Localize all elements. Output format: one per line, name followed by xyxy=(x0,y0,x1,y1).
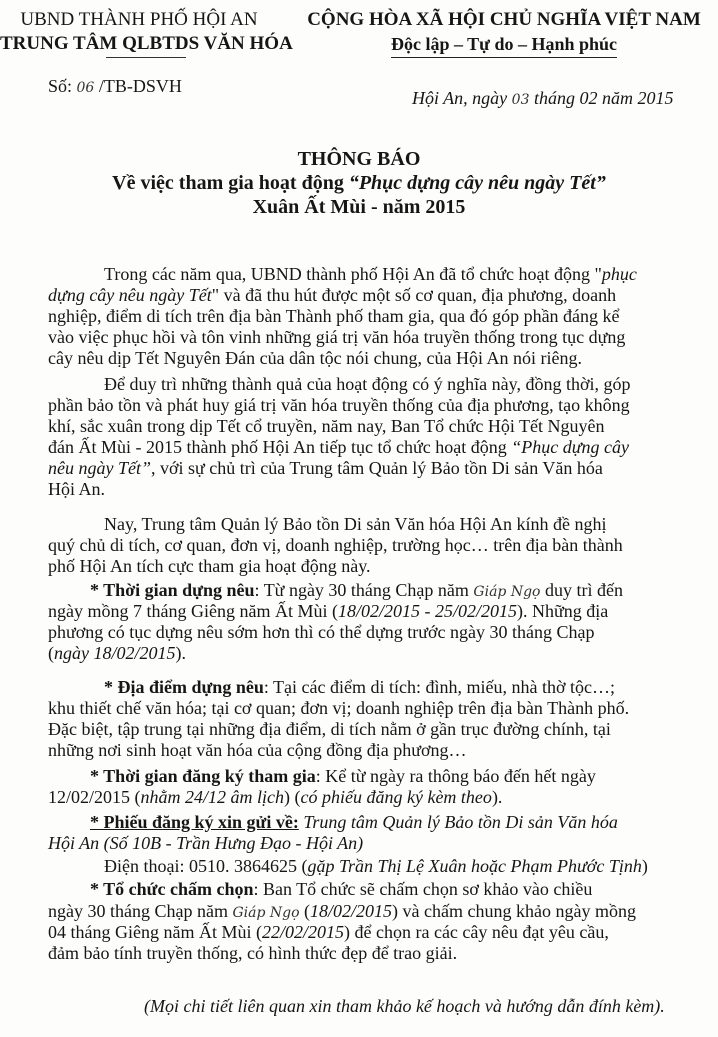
register-line1: * Thời gian đăng ký tham gia: Kể từ ngày ra thông báo đến hết ngày xyxy=(90,766,596,786)
p3-line2: quý chủ di tích, cơ quan, đơn vị, doanh nghiệp, trường học… trên địa bàn thành xyxy=(48,535,623,555)
title-subject xyxy=(0,171,718,195)
p3-line3: phố Hội An tích cực tham gia hoạt động này. xyxy=(48,556,371,576)
date-line xyxy=(412,88,674,109)
p2-line4: đán Ất Mùi - 2015 thành phố Hội An tiếp tục tổ chức hoạt động “Phục dựng cây xyxy=(48,437,629,457)
issuing-organization xyxy=(0,8,293,56)
judge-line1: * Tổ chức chấm chọn: Ban Tổ chức sẽ chấm chọn sơ khảo vào chiều xyxy=(90,879,593,899)
title-subject-line2: Xuân Ất Mùi - năm 2015 xyxy=(252,196,466,218)
national-motto: Độc lập – Tự do – Hạnh phúc xyxy=(391,32,617,58)
register-line2: 12/02/2015 (nhằm 24/12 âm lịch) (có phiếu đăng ký kèm theo). xyxy=(48,787,503,807)
p2-line6: Hội An. xyxy=(48,479,106,499)
org-underline xyxy=(106,57,186,58)
place-line3: Đặc biệt, tập trung tại những địa điểm, di tích nằm ở gần trục đường chính, tại xyxy=(48,719,611,739)
number-suffix: /TB-DSVH xyxy=(98,76,182,96)
judge-line3: 04 tháng Giêng năm Ất Mùi (22/02/2015) để chọn ra các cây nêu đạt yêu cầu, xyxy=(48,922,609,942)
subject-quote: “Phục dựng cây nêu ngày Tết” xyxy=(348,172,606,194)
time-line3: phương có tục dựng nêu sớm hơn thì có thể dựng trước ngày 30 tháng Chạp xyxy=(48,622,595,642)
title-heading: THÔNG BÁO xyxy=(297,148,421,170)
number-prefix: Số: xyxy=(48,76,73,96)
handwritten-number: 06 xyxy=(76,80,95,96)
document-number xyxy=(48,76,182,97)
p3-line1: Nay, Trung tâm Quản lý Bảo tồn Di sản Văn hóa Hội An kính đề nghị xyxy=(104,514,607,534)
nation-name: CỘNG HÒA XÃ HỘI CHỦ NGHĨA VIỆT NAM xyxy=(307,9,701,30)
p1-line1: Trong các năm qua, UBND thành phố Hội An đã tổ chức hoạt động "phục xyxy=(104,264,637,284)
org-line-2: TRUNG TÂM QLBTDS VĂN HÓA xyxy=(0,33,293,54)
handwritten-day: 03 xyxy=(511,92,530,108)
place-line1: * Địa điểm dựng nêu: Tại các điểm di tích: đình, miếu, nhà thờ tộc…; xyxy=(104,677,615,697)
p2-line2: phần bảo tồn và phát huy giá trị văn hóa truyền thống của địa phương, tạo không xyxy=(48,395,630,415)
judge-line4: đảm bảo tính truyền thống, có hình thức đẹp để trao giải. xyxy=(48,943,458,963)
time-line4: (ngày 18/02/2015). xyxy=(48,643,186,663)
subject-prefix: Về việc tham gia hoạt động xyxy=(112,172,344,194)
p1-line5: cây nêu dịp Tết Nguyên Đán của dân tộc nói chung, của Hội An nói riêng. xyxy=(48,348,583,368)
place-line4: những nơi sinh hoạt văn hóa của cộng đồng địa phương… xyxy=(48,740,467,760)
time-line1: * Thời gian dựng nêu: Từ ngày 30 tháng Chạp năm Giáp Ngọ duy trì đến xyxy=(90,580,623,600)
org-line-1: UBND THÀNH PHỐ HỘI AN xyxy=(20,9,258,30)
date-prefix: Hội An, ngày xyxy=(412,88,508,108)
p2-line1: Để duy trì những thành quả của hoạt động có ý nghĩa này, đồng thời, góp xyxy=(104,374,631,394)
national-header xyxy=(290,8,718,58)
time-line2: ngày mồng 7 tháng Giêng năm Ất Mùi (18/02/2015 - 25/02/2015). Những địa xyxy=(48,601,609,621)
form-line2: Hội An (Số 10B - Trần Hưng Đạo - Hội An) xyxy=(48,833,364,853)
judge-line2: ngày 30 tháng Chạp năm Giáp Ngọ (18/02/2015) và chấm chung khảo ngày mồng xyxy=(48,901,636,921)
form-phone: Điện thoại: 0510. 3864625 (gặp Trần Thị Lệ Xuân hoặc Phạm Phước Tịnh) xyxy=(104,856,648,876)
date-suffix: tháng 02 năm 2015 xyxy=(534,88,674,108)
document-title xyxy=(0,147,718,219)
p2-line3: khí, sắc xuân trong dịp Tết cổ truyền, năm nay, Ban Tổ chức Hội Tết Nguyên xyxy=(48,416,605,436)
p1-line3: nghiệp, điểm di tích trên địa bàn Thành phố tham gia, qua đó góp phần đáng kể xyxy=(48,306,620,326)
closing-note: (Mọi chi tiết liên quan xin tham khảo kế hoạch và hướng dẫn đính kèm). xyxy=(144,996,665,1016)
p1-line4: vào việc phục hồi và tôn vinh những giá trị văn hóa truyền thống trong tục dựng xyxy=(48,327,626,347)
form-line1: * Phiếu đăng ký xin gửi về: Trung tâm Quản lý Bảo tồn Di sản Văn hóa xyxy=(90,812,618,832)
place-line2: khu thiết chế văn hóa; tại cơ quan; đơn vị; doanh nghiệp trên địa bàn Thành phố. xyxy=(48,698,630,718)
p2-line5: nêu ngày Tết”, với sự chủ trì của Trung tâm Quản lý Bảo tồn Di sản Văn hóa xyxy=(48,458,603,478)
p1-line2: dựng cây nêu ngày Tết" và đã thu hút được một số cơ quan, địa phương, doanh xyxy=(48,285,617,305)
